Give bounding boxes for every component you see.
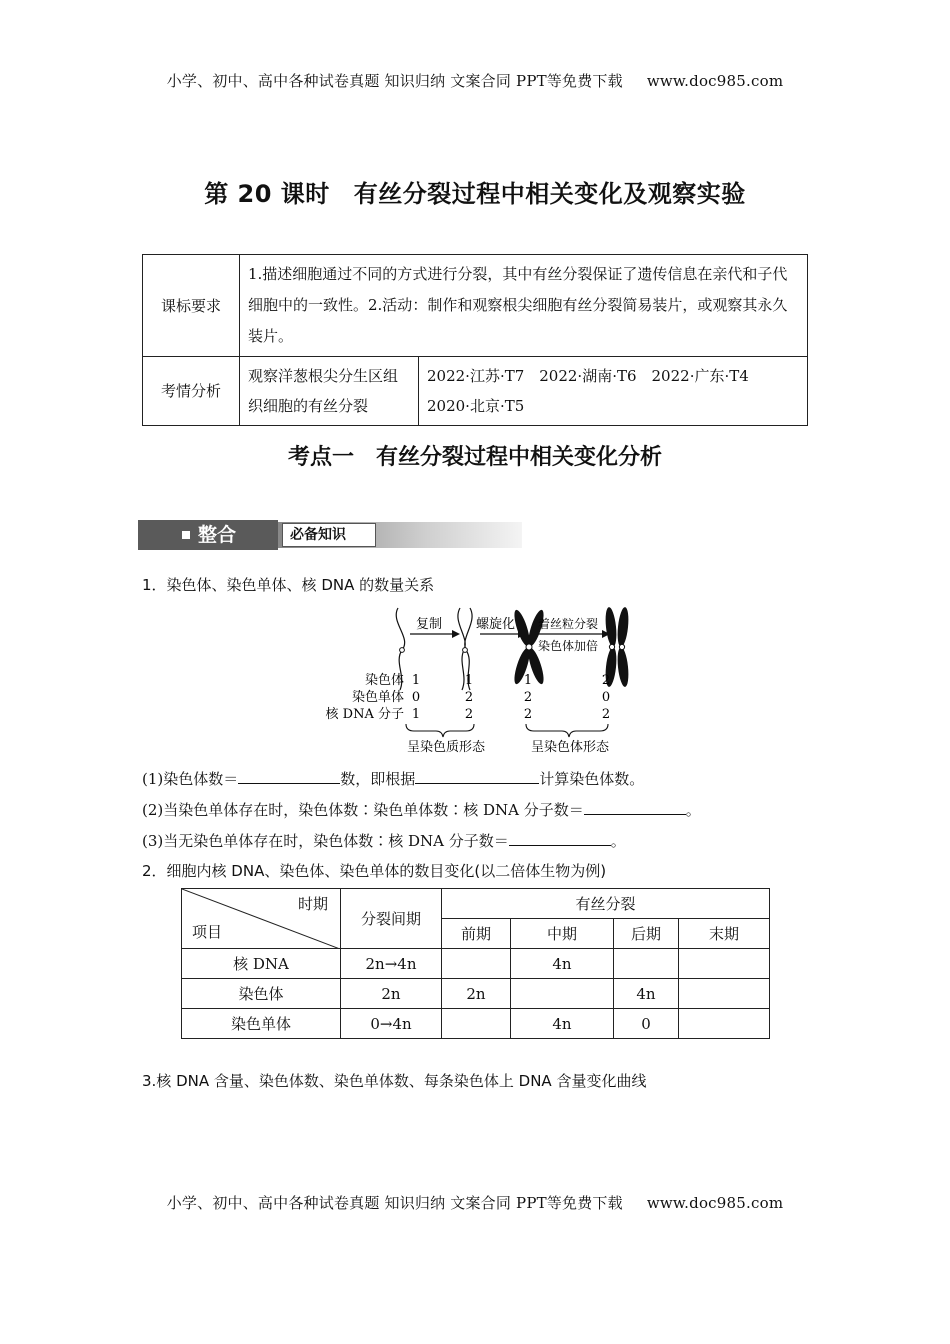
row-name: 染色单体 [182, 1009, 341, 1039]
q2-text-a: (2)当染色单体存在时，染色体数∶染色单体数∶核 DNA 分子数＝ [142, 801, 584, 819]
cell-prophase: 2n [442, 979, 511, 1009]
exam-analysis-label: 考情分析 [143, 357, 240, 426]
centromere-icon [619, 644, 624, 649]
title-lesson: 第 20 课时 [204, 180, 330, 208]
exam-references [419, 357, 808, 426]
value-cell: 2 [601, 707, 611, 722]
q2-text-b: 。 [685, 801, 701, 819]
curriculum-table [142, 254, 808, 426]
section-heading-kaodian [0, 440, 950, 471]
corner-label-item: 项目 [192, 923, 223, 941]
exam-ref-line2: 2020·北京·T5 [427, 397, 525, 415]
page-footer [0, 1192, 950, 1213]
chromosome-arm-icon [616, 647, 630, 688]
label-chromosome-doubling: 染色体加倍 [538, 639, 599, 653]
section2-heading: 2．细胞内核 DNA、染色体、染色单体的数目变化(以二倍体生物为例) [142, 862, 607, 880]
page-title [0, 174, 950, 209]
knowledge-banner [138, 520, 522, 550]
cell-metaphase: 4n [511, 1009, 614, 1039]
value-cell: 2 [464, 690, 474, 705]
mitosis-count-table [181, 888, 770, 1039]
value-cell: 1 [411, 673, 421, 688]
cell-interphase: 0→4n [341, 1009, 442, 1039]
exam-topic: 观察洋葱根尖分生区组织细胞的有丝分裂 [240, 357, 419, 426]
header-anaphase: 后期 [614, 919, 679, 949]
footer-site-link[interactable]: www.doc985.com [646, 1194, 784, 1212]
brace-label-chromatin: 呈染色质形态 [406, 740, 486, 755]
header-site-link[interactable]: www.doc985.com [646, 72, 784, 90]
chromosome-diagram [300, 600, 650, 760]
exam-ref-line1: 2022·江苏·T7 2022·湖南·T6 2022·广东·T4 [427, 367, 749, 385]
brace-label-chromosome: 呈染色体形态 [530, 740, 610, 755]
table-row [182, 979, 770, 1009]
value-cell: 0 [601, 690, 611, 705]
question-2 [142, 799, 701, 820]
value-cell: 1 [411, 707, 421, 722]
q1-text-b: 数，即根据 [340, 770, 416, 788]
cell-anaphase: 4n [614, 979, 679, 1009]
value-cell: 2 [601, 673, 611, 688]
table-row [182, 1009, 770, 1039]
centromere-icon [526, 644, 532, 650]
chromosome-arm-icon [616, 607, 630, 648]
row-name: 染色体 [182, 979, 341, 1009]
cell-interphase: 2n [341, 979, 442, 1009]
banner-main-label: 整合 [198, 524, 237, 546]
centromere-icon [609, 644, 614, 649]
kaodian-topic: 有丝分裂过程中相关变化分析 [376, 445, 663, 470]
label-replication: 复制 [416, 617, 443, 632]
cell-telophase [679, 1009, 770, 1039]
header-mitosis: 有丝分裂 [442, 889, 770, 919]
arrow-head-icon [452, 630, 460, 638]
cell-telophase [679, 979, 770, 1009]
value-cell: 2 [464, 707, 474, 722]
label-centromere-split: 着丝粒分裂 [538, 617, 599, 631]
cell-telophase [679, 949, 770, 979]
question-1 [142, 768, 644, 789]
page-header [0, 70, 950, 91]
row-label-chromosome: 染色体 [364, 673, 404, 688]
header-telophase: 末期 [679, 919, 770, 949]
table-corner-cell [182, 889, 341, 949]
label-condensation: 螺旋化 [476, 617, 516, 632]
row-label-dna: 核 DNA 分子 [325, 707, 404, 722]
corner-label-period: 时期 [297, 895, 328, 913]
value-cell: 1 [464, 673, 474, 688]
q1-text-a: (1)染色体数＝ [142, 770, 239, 788]
row-label-chromatid: 染色单体 [351, 690, 404, 705]
q1-text-c: 计算染色体数。 [539, 770, 645, 788]
header-metaphase: 中期 [511, 919, 614, 949]
table-row [182, 949, 770, 979]
banner-sub-label: 必备知识 [290, 527, 346, 543]
cell-anaphase: 0 [614, 1009, 679, 1039]
value-cell: 2 [523, 707, 533, 722]
cell-metaphase: 4n [511, 949, 614, 979]
cell-interphase: 2n→4n [341, 949, 442, 979]
centromere-icon [463, 648, 468, 653]
square-bullet-icon [182, 531, 190, 539]
q1-blank-2[interactable] [415, 769, 539, 784]
kaodian-number: 考点一 [287, 445, 354, 470]
section3-heading: 3.核 DNA 含量、染色体数、染色单体数、每条染色体上 DNA 含量变化曲线 [142, 1072, 647, 1090]
brace-chromatin [406, 724, 474, 737]
question-3 [142, 830, 626, 851]
q1-blank-1[interactable] [238, 769, 340, 784]
value-cell: 2 [523, 690, 533, 705]
value-cell: 0 [411, 690, 421, 705]
header-text: 小学、初中、高中各种试卷真题 知识归纳 文案合同 PPT等免费下载 [166, 72, 623, 90]
centromere-icon [400, 648, 405, 653]
q3-blank[interactable] [509, 831, 611, 846]
section1-heading: 1．染色体、染色单体、核 DNA 的数量关系 [142, 576, 435, 594]
footer-text: 小学、初中、高中各种试卷真题 知识归纳 文案合同 PPT等免费下载 [166, 1194, 623, 1212]
value-cell: 1 [523, 673, 533, 688]
curriculum-text: 1.描述细胞通过不同的方式进行分裂，其中有丝分裂保证了遗传信息在亲代和子代细胞中的一致性。2.活动：制作和观察根尖细胞有丝分裂简易装片，或观察其永久装片。 [240, 255, 808, 357]
header-prophase: 前期 [442, 919, 511, 949]
cell-metaphase [511, 979, 614, 1009]
curriculum-label: 课标要求 [143, 255, 240, 357]
cell-prophase [442, 1009, 511, 1039]
header-interphase: 分裂间期 [341, 889, 442, 949]
title-topic: 有丝分裂过程中相关变化及观察实验 [353, 180, 746, 208]
cell-anaphase [614, 949, 679, 979]
row-name: 核 DNA [182, 949, 341, 979]
chromosome-arm-icon [604, 607, 618, 648]
q3-text-b: 。 [610, 832, 626, 850]
cell-prophase [442, 949, 511, 979]
q3-text-a: (3)当无染色单体存在时，染色体数∶核 DNA 分子数＝ [142, 832, 509, 850]
brace-chromosome [526, 724, 608, 737]
q2-blank[interactable] [584, 800, 686, 815]
